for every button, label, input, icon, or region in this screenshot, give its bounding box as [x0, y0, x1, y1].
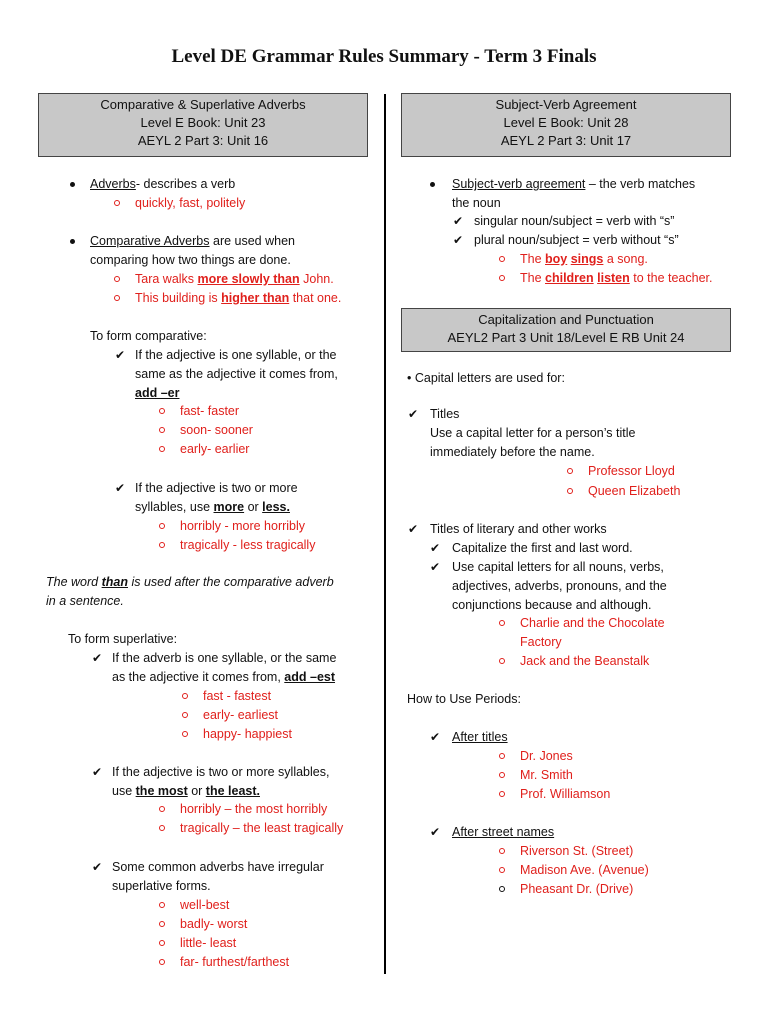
text: conjunctions	[452, 598, 525, 612]
example-item: horribly – the most horribly	[180, 802, 328, 816]
subject-verb-header-box	[401, 93, 731, 157]
than-note-line2: in a sentence.	[46, 594, 124, 608]
text: This building is	[135, 291, 222, 305]
rule-line	[452, 596, 652, 615]
text: is used after the comparative adverb	[127, 575, 334, 589]
circle-bullet	[159, 427, 165, 433]
example-item: Pheasant Dr. (Drive)	[520, 882, 634, 896]
example-item: soon- sooner	[180, 423, 253, 437]
adverbs-example: quickly, fast, politely	[135, 196, 246, 210]
emphasis: than	[101, 575, 128, 589]
circle-bullet	[499, 256, 505, 262]
rule-line: If the adverb is one syllable, or the same	[112, 651, 337, 665]
circle-bullet	[499, 620, 505, 626]
header-line: Level E Book: Unit 23	[140, 115, 266, 130]
bullet	[70, 182, 75, 187]
rule-line	[135, 498, 290, 517]
circle-bullet	[159, 446, 165, 452]
adverbs-term: Adverbs	[90, 177, 136, 191]
circle-bullet	[567, 488, 573, 494]
form-superlative-heading: To form superlative:	[68, 632, 178, 646]
circle-bullet	[159, 825, 165, 831]
header-line: Comparative & Superlative Adverbs	[100, 97, 306, 112]
example-item: early- earlier	[180, 442, 250, 456]
circle-bullet	[159, 902, 165, 908]
example-item: far- furthest/farthest	[180, 955, 290, 969]
emphasis: add –est	[284, 670, 336, 684]
circle-bullet	[159, 542, 165, 548]
circle-bullet	[159, 523, 165, 529]
adverbs-def: - describes a verb	[135, 177, 236, 191]
rule-line: superlative forms.	[112, 879, 211, 893]
term: plural noun/subject	[474, 233, 579, 247]
example-item: fast - fastest	[203, 689, 272, 703]
example-item: tragically - less tragically	[180, 538, 316, 552]
text: that one.	[289, 291, 342, 305]
text: The	[520, 252, 546, 266]
header-line: Level E Book: Unit 28	[503, 115, 629, 130]
rule-line: Use capital letters for all nouns, verbs,	[452, 560, 664, 574]
emphasis: the least.	[205, 784, 260, 798]
circle-bullet	[159, 921, 165, 927]
circle-bullet	[499, 772, 505, 778]
circle-bullet	[159, 806, 165, 812]
check-icon: ✔	[115, 481, 126, 495]
than-note	[46, 573, 334, 592]
check-icon: ✔	[92, 765, 103, 779]
emphasis: listen	[597, 271, 630, 285]
comparative-definition	[90, 232, 295, 251]
check-icon: ✔	[408, 407, 419, 421]
emphasis: sings	[570, 252, 604, 266]
text: or	[244, 500, 263, 514]
rule-line: If the adjective is two or more syllables,	[112, 765, 330, 779]
example-item: happy- happiest	[203, 727, 292, 741]
example-item: Mr. Smith	[520, 768, 573, 782]
example-item: Riverson St. (Street)	[520, 844, 634, 858]
text: – the verb matches	[585, 177, 696, 191]
comparative-def-line2: comparing how two things are done.	[90, 253, 291, 267]
example-item: Professor Lloyd	[588, 464, 675, 478]
circle-bullet	[499, 848, 505, 854]
text: and	[572, 598, 601, 612]
circle-bullet	[499, 658, 505, 664]
term: singular noun/subject	[474, 214, 593, 228]
example-item: Dr. Jones	[520, 749, 573, 763]
check-icon: ✔	[430, 541, 441, 555]
sva-def-line2: the noun	[452, 196, 501, 210]
example-item: well-best	[180, 898, 230, 912]
example-item: Queen Elizabeth	[588, 484, 681, 498]
emphasis: higher than	[221, 291, 290, 305]
circle-bullet	[114, 276, 120, 282]
rule-line: Some common adverbs have irregular	[112, 860, 324, 874]
literary-heading: Titles of literary and other works	[430, 522, 607, 536]
rule-line: same as the adjective it comes from,	[135, 367, 338, 381]
example-item: Prof. Williamson	[520, 787, 611, 801]
titles-heading: Titles	[430, 407, 460, 421]
emphasis: less.	[262, 500, 290, 514]
after-streets-heading: After street names	[452, 825, 555, 839]
example-item: little- least	[180, 936, 237, 950]
plural-rule	[474, 231, 679, 250]
rule-line	[112, 668, 335, 687]
text: The word	[46, 575, 102, 589]
rule-line: If the adjective is one syllable, or the	[135, 348, 337, 362]
comparative-example-1	[135, 270, 334, 289]
sva-term: Subject-verb agreement	[452, 177, 586, 191]
sva-definition	[452, 175, 695, 194]
form-comparative-heading: To form comparative:	[90, 329, 207, 343]
example-item: Madison Ave. (Avenue)	[520, 863, 649, 877]
circle-bullet	[159, 408, 165, 414]
circle-bullet	[182, 693, 188, 699]
header-line: Capitalization and Punctuation	[478, 312, 654, 327]
emphasis: more	[213, 500, 245, 514]
circle-bullet	[499, 791, 505, 797]
text: John.	[299, 272, 334, 286]
rule-line	[112, 782, 260, 801]
check-icon: ✔	[430, 560, 441, 574]
rule-line: adjectives, adverbs, pronouns, and the	[452, 579, 667, 593]
circle-bullet	[499, 867, 505, 873]
header-line: AEYL 2 Part 3: Unit 17	[500, 133, 632, 148]
page-title: Level DE Grammar Rules Summary - Term 3 Finals	[171, 46, 597, 67]
text: or	[187, 784, 206, 798]
circle-bullet	[499, 753, 505, 759]
sva-example-1	[520, 250, 648, 269]
emphasis: although	[600, 598, 649, 612]
comparative-term: Comparative Adverbs	[90, 234, 210, 248]
example-item: fast- faster	[180, 404, 240, 418]
example-item: tragically – the least tragically	[180, 821, 344, 835]
example-item: badly- worst	[180, 917, 248, 931]
header-line: AEYL 2 Part 3: Unit 16	[137, 133, 269, 148]
circle-bullet	[182, 731, 188, 737]
example-item: Charlie and the Chocolate	[520, 616, 665, 630]
capitalization-header-box	[401, 308, 731, 352]
periods-heading: How to Use Periods:	[407, 692, 521, 706]
rule-keyword: add –er	[135, 386, 180, 400]
emphasis: the most	[135, 784, 188, 798]
circle-bullet	[499, 886, 505, 892]
check-icon: ✔	[115, 348, 126, 362]
check-icon: ✔	[453, 214, 464, 228]
column-divider	[384, 94, 386, 974]
rule-line: Capitalize the first and last word.	[452, 541, 633, 555]
text: .	[648, 598, 652, 612]
emphasis: more slowly than	[197, 272, 300, 286]
circle-bullet	[114, 295, 120, 301]
check-icon: ✔	[430, 825, 441, 839]
circle-bullet	[159, 959, 165, 965]
check-icon: ✔	[430, 730, 441, 744]
circle-bullet	[182, 712, 188, 718]
titles-line: immediately before the name.	[430, 445, 595, 459]
text: = verb without “s”	[578, 233, 679, 247]
example-item: early- earliest	[203, 708, 279, 722]
check-icon: ✔	[92, 651, 103, 665]
text: a song.	[603, 252, 648, 266]
emphasis: boy	[545, 252, 568, 266]
check-icon: ✔	[453, 233, 464, 247]
text: as the adjective it comes from,	[112, 670, 285, 684]
comparative-example-2	[135, 289, 341, 308]
emphasis: because	[524, 598, 573, 612]
comparative-header-box	[38, 93, 368, 157]
emphasis: children	[545, 271, 594, 285]
titles-line: Use a capital letter for a person’s title	[430, 426, 636, 440]
text: The	[520, 271, 546, 285]
bullet	[430, 182, 435, 187]
example-item-cont: Factory	[520, 635, 562, 649]
after-titles-heading: After titles	[452, 730, 508, 744]
header-line: AEYL2 Part 3 Unit 18/Level E RB Unit 24	[447, 330, 685, 345]
bullet	[70, 239, 75, 244]
circle-bullet	[499, 275, 505, 281]
check-icon: ✔	[92, 860, 103, 874]
header-line: Subject-Verb Agreement	[495, 97, 637, 112]
example-item: Jack and the Beanstalk	[520, 654, 650, 668]
text: syllables, use	[135, 500, 214, 514]
check-icon: ✔	[408, 522, 419, 536]
circle-bullet	[567, 468, 573, 474]
text: use	[112, 784, 136, 798]
example-item: horribly - more horribly	[180, 519, 306, 533]
adverbs-definition	[90, 175, 235, 194]
singular-rule	[474, 212, 674, 231]
comparative-def: are used when	[209, 234, 295, 248]
sva-example-2	[520, 269, 712, 288]
capital-intro: • Capital letters are used for:	[407, 371, 565, 385]
text: Tara walks	[135, 272, 198, 286]
circle-bullet	[159, 940, 165, 946]
text: = verb with “s”	[592, 214, 675, 228]
text: to the teacher.	[629, 271, 713, 285]
rule-line: If the adjective is two or more	[135, 481, 298, 495]
circle-bullet	[114, 200, 120, 206]
